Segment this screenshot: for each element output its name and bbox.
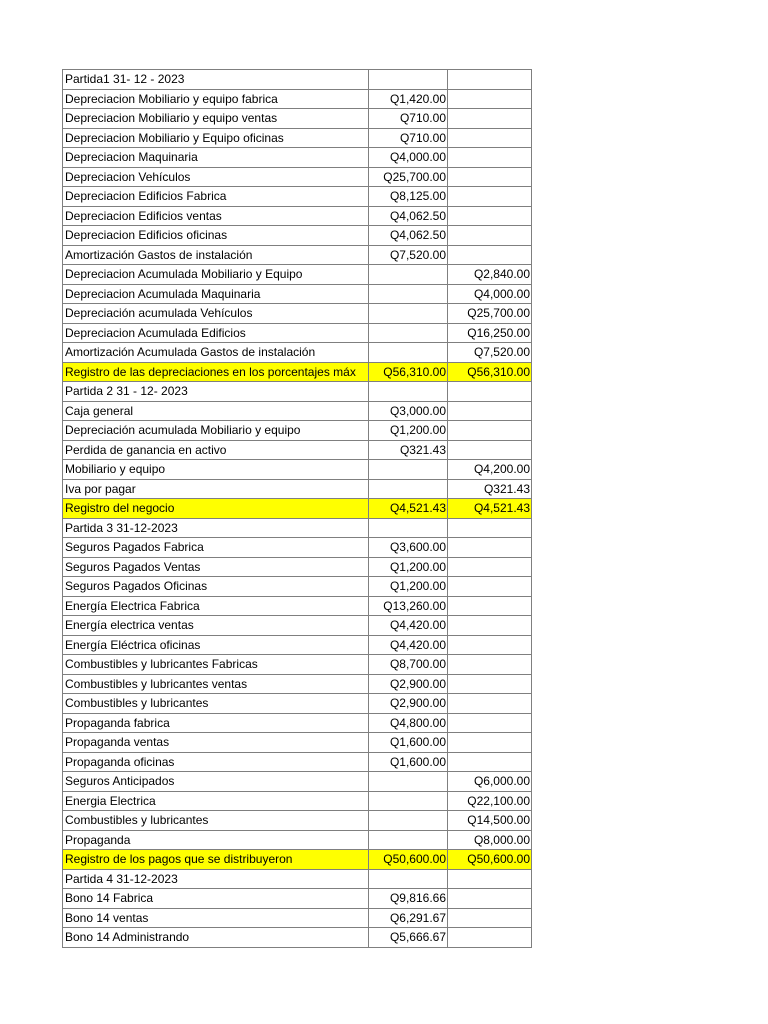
journal-total-row [63, 499, 532, 519]
debit-cell[interactable]: Q9,816.66 [369, 889, 448, 909]
account-cell[interactable]: Partida 4 31-12-2023 [63, 869, 369, 889]
journal-row [63, 284, 532, 304]
account-cell[interactable]: Depreciacion Mobiliario y Equipo oficinas [63, 128, 369, 148]
credit-cell[interactable]: Q321.43 [448, 479, 532, 499]
journal-row [63, 596, 532, 616]
credit-cell[interactable] [448, 70, 532, 90]
account-cell[interactable]: Seguros Pagados Fabrica [63, 538, 369, 558]
journal-row [63, 869, 532, 889]
account-cell[interactable]: Registro del negocio [63, 499, 369, 519]
journal-row [63, 733, 532, 753]
credit-cell[interactable] [448, 577, 532, 597]
account-cell[interactable]: Combustibles y lubricantes [63, 694, 369, 714]
journal-row [63, 187, 532, 207]
journal-row [63, 557, 532, 577]
credit-cell[interactable]: Q4,000.00 [448, 284, 532, 304]
journal-row [63, 694, 532, 714]
account-cell[interactable]: Depreciacion Acumulada Edificios [63, 323, 369, 343]
credit-cell[interactable] [448, 752, 532, 772]
credit-cell[interactable] [448, 674, 532, 694]
journal-table-body [63, 70, 532, 948]
debit-cell[interactable]: Q710.00 [369, 128, 448, 148]
account-cell[interactable]: Propaganda oficinas [63, 752, 369, 772]
credit-cell[interactable] [448, 655, 532, 675]
journal-row [63, 245, 532, 265]
account-cell[interactable]: Partida1 31- 12 - 2023 [63, 70, 369, 90]
journal-row [63, 616, 532, 636]
journal-row [63, 89, 532, 109]
journal-table [62, 69, 532, 948]
journal-row [63, 70, 532, 90]
debit-cell[interactable]: Q4,420.00 [369, 616, 448, 636]
debit-cell[interactable] [369, 830, 448, 850]
debit-cell[interactable]: Q8,700.00 [369, 655, 448, 675]
journal-row [63, 577, 532, 597]
debit-cell[interactable]: Q4,062.50 [369, 206, 448, 226]
journal-total-row [63, 362, 532, 382]
journal-row [63, 538, 532, 558]
account-cell[interactable]: Energía Eléctrica oficinas [63, 635, 369, 655]
journal-row [63, 635, 532, 655]
journal-row [63, 148, 532, 168]
credit-cell[interactable] [448, 421, 532, 441]
account-cell[interactable]: Energia Electrica [63, 791, 369, 811]
debit-cell[interactable] [369, 811, 448, 831]
journal-row [63, 830, 532, 850]
credit-cell[interactable] [448, 635, 532, 655]
debit-cell[interactable] [369, 791, 448, 811]
account-cell[interactable]: Depreciacion Edificios ventas [63, 206, 369, 226]
credit-cell[interactable]: Q2,840.00 [448, 265, 532, 285]
journal-row [63, 265, 532, 285]
debit-cell[interactable]: Q8,125.00 [369, 187, 448, 207]
credit-cell[interactable] [448, 889, 532, 909]
debit-cell[interactable] [369, 70, 448, 90]
credit-cell[interactable] [448, 713, 532, 733]
debit-cell[interactable]: Q13,260.00 [369, 596, 448, 616]
credit-cell[interactable] [448, 616, 532, 636]
debit-cell[interactable]: Q4,000.00 [369, 148, 448, 168]
debit-cell[interactable]: Q1,200.00 [369, 557, 448, 577]
debit-cell[interactable]: Q3,600.00 [369, 538, 448, 558]
journal-row [63, 674, 532, 694]
account-cell[interactable]: Energía Electrica Fabrica [63, 596, 369, 616]
account-cell[interactable]: Partida 2 31 - 12- 2023 [63, 382, 369, 402]
journal-row [63, 791, 532, 811]
journal-row [63, 304, 532, 324]
debit-cell[interactable]: Q1,200.00 [369, 421, 448, 441]
credit-cell[interactable] [448, 869, 532, 889]
debit-cell[interactable]: Q1,420.00 [369, 89, 448, 109]
debit-cell[interactable]: Q1,600.00 [369, 752, 448, 772]
debit-cell[interactable]: Q2,900.00 [369, 694, 448, 714]
account-cell[interactable]: Depreciacion Maquinaria [63, 148, 369, 168]
account-cell[interactable]: Propaganda fabrica [63, 713, 369, 733]
journal-row [63, 889, 532, 909]
account-cell[interactable]: Depreciación acumulada Vehículos [63, 304, 369, 324]
debit-cell[interactable]: Q1,200.00 [369, 577, 448, 597]
account-cell[interactable]: Seguros Pagados Oficinas [63, 577, 369, 597]
debit-cell[interactable] [369, 304, 448, 324]
journal-row [63, 655, 532, 675]
debit-cell[interactable] [369, 343, 448, 363]
debit-cell[interactable]: Q6,291.67 [369, 908, 448, 928]
debit-cell[interactable] [369, 382, 448, 402]
account-cell[interactable]: Depreciación acumulada Mobiliario y equipo [63, 421, 369, 441]
credit-cell[interactable]: Q50,600.00 [448, 850, 532, 870]
credit-cell[interactable]: Q14,500.00 [448, 811, 532, 831]
journal-row [63, 479, 532, 499]
account-cell[interactable]: Combustibles y lubricantes [63, 811, 369, 831]
debit-cell[interactable]: Q4,062.50 [369, 226, 448, 246]
account-cell[interactable]: Mobiliario y equipo [63, 460, 369, 480]
account-cell[interactable]: Registro de las depreciaciones en los porcentajes máx [63, 362, 369, 382]
credit-cell[interactable] [448, 928, 532, 948]
debit-cell[interactable]: Q2,900.00 [369, 674, 448, 694]
account-cell[interactable]: Depreciacion Acumulada Maquinaria [63, 284, 369, 304]
journal-row [63, 343, 532, 363]
debit-cell[interactable]: Q710.00 [369, 109, 448, 129]
account-cell[interactable]: Caja general [63, 401, 369, 421]
account-cell[interactable]: Combustibles y lubricantes Fabricas [63, 655, 369, 675]
credit-cell[interactable]: Q4,521.43 [448, 499, 532, 519]
journal-row [63, 323, 532, 343]
credit-cell[interactable]: Q25,700.00 [448, 304, 532, 324]
credit-cell[interactable] [448, 206, 532, 226]
credit-cell[interactable] [448, 226, 532, 246]
debit-cell[interactable] [369, 460, 448, 480]
account-cell[interactable]: Perdida de ganancia en activo [63, 440, 369, 460]
debit-cell[interactable]: Q1,600.00 [369, 733, 448, 753]
debit-cell[interactable] [369, 284, 448, 304]
account-cell[interactable]: Depreciacion Edificios Fabrica [63, 187, 369, 207]
debit-cell[interactable] [369, 323, 448, 343]
account-cell[interactable]: Amortización Gastos de instalación [63, 245, 369, 265]
debit-cell[interactable]: Q25,700.00 [369, 167, 448, 187]
credit-cell[interactable] [448, 538, 532, 558]
account-cell[interactable]: Depreciacion Mobiliario y equipo fabrica [63, 89, 369, 109]
debit-cell[interactable] [369, 869, 448, 889]
credit-cell[interactable] [448, 518, 532, 538]
credit-cell[interactable] [448, 557, 532, 577]
credit-cell[interactable]: Q22,100.00 [448, 791, 532, 811]
account-cell[interactable]: Seguros Pagados Ventas [63, 557, 369, 577]
journal-row [63, 518, 532, 538]
account-cell[interactable]: Depreciacion Mobiliario y equipo ventas [63, 109, 369, 129]
credit-cell[interactable] [448, 440, 532, 460]
journal-row [63, 460, 532, 480]
credit-cell[interactable]: Q16,250.00 [448, 323, 532, 343]
account-cell[interactable]: Combustibles y lubricantes ventas [63, 674, 369, 694]
credit-cell[interactable]: Q8,000.00 [448, 830, 532, 850]
journal-row [63, 167, 532, 187]
debit-cell[interactable]: Q5,666.67 [369, 928, 448, 948]
journal-row [63, 128, 532, 148]
journal-row [63, 752, 532, 772]
journal-row [63, 440, 532, 460]
journal-row [63, 401, 532, 421]
credit-cell[interactable] [448, 382, 532, 402]
debit-cell[interactable] [369, 265, 448, 285]
journal-row [63, 382, 532, 402]
debit-cell[interactable] [369, 518, 448, 538]
journal-total-row [63, 850, 532, 870]
account-cell[interactable]: Iva por pagar [63, 479, 369, 499]
credit-cell[interactable] [448, 401, 532, 421]
journal-row [63, 421, 532, 441]
journal-row [63, 226, 532, 246]
account-cell[interactable]: Bono 14 Fabrica [63, 889, 369, 909]
journal-row [63, 206, 532, 226]
debit-cell[interactable]: Q4,521.43 [369, 499, 448, 519]
account-cell[interactable]: Amortización Acumulada Gastos de instalación [63, 343, 369, 363]
debit-cell[interactable]: Q4,800.00 [369, 713, 448, 733]
credit-cell[interactable] [448, 187, 532, 207]
debit-cell[interactable] [369, 772, 448, 792]
account-cell[interactable]: Partida 3 31-12-2023 [63, 518, 369, 538]
credit-cell[interactable] [448, 148, 532, 168]
credit-cell[interactable]: Q56,310.00 [448, 362, 532, 382]
journal-row [63, 772, 532, 792]
debit-cell[interactable]: Q321.43 [369, 440, 448, 460]
credit-cell[interactable] [448, 694, 532, 714]
credit-cell[interactable] [448, 596, 532, 616]
account-cell[interactable]: Seguros Anticipados [63, 772, 369, 792]
debit-cell[interactable]: Q4,420.00 [369, 635, 448, 655]
credit-cell[interactable] [448, 89, 532, 109]
account-cell[interactable]: Bono 14 ventas [63, 908, 369, 928]
debit-cell[interactable]: Q3,000.00 [369, 401, 448, 421]
journal-row [63, 928, 532, 948]
debit-cell[interactable] [369, 479, 448, 499]
debit-cell[interactable]: Q50,600.00 [369, 850, 448, 870]
journal-row [63, 908, 532, 928]
debit-cell[interactable]: Q56,310.00 [369, 362, 448, 382]
credit-cell[interactable] [448, 128, 532, 148]
credit-cell[interactable]: Q6,000.00 [448, 772, 532, 792]
account-cell[interactable]: Propaganda ventas [63, 733, 369, 753]
account-cell[interactable]: Depreciacion Vehículos [63, 167, 369, 187]
credit-cell[interactable] [448, 245, 532, 265]
account-cell[interactable]: Depreciacion Edificios oficinas [63, 226, 369, 246]
credit-cell[interactable] [448, 109, 532, 129]
journal-row [63, 713, 532, 733]
credit-cell[interactable] [448, 167, 532, 187]
account-cell[interactable]: Registro de los pagos que se distribuyeron [63, 850, 369, 870]
credit-cell[interactable] [448, 733, 532, 753]
credit-cell[interactable]: Q4,200.00 [448, 460, 532, 480]
account-cell[interactable]: Energía electrica ventas [63, 616, 369, 636]
account-cell[interactable]: Bono 14 Administrando [63, 928, 369, 948]
debit-cell[interactable]: Q7,520.00 [369, 245, 448, 265]
journal-row [63, 109, 532, 129]
account-cell[interactable]: Depreciacion Acumulada Mobiliario y Equipo [63, 265, 369, 285]
account-cell[interactable]: Propaganda [63, 830, 369, 850]
credit-cell[interactable] [448, 908, 532, 928]
journal-row [63, 811, 532, 831]
credit-cell[interactable]: Q7,520.00 [448, 343, 532, 363]
